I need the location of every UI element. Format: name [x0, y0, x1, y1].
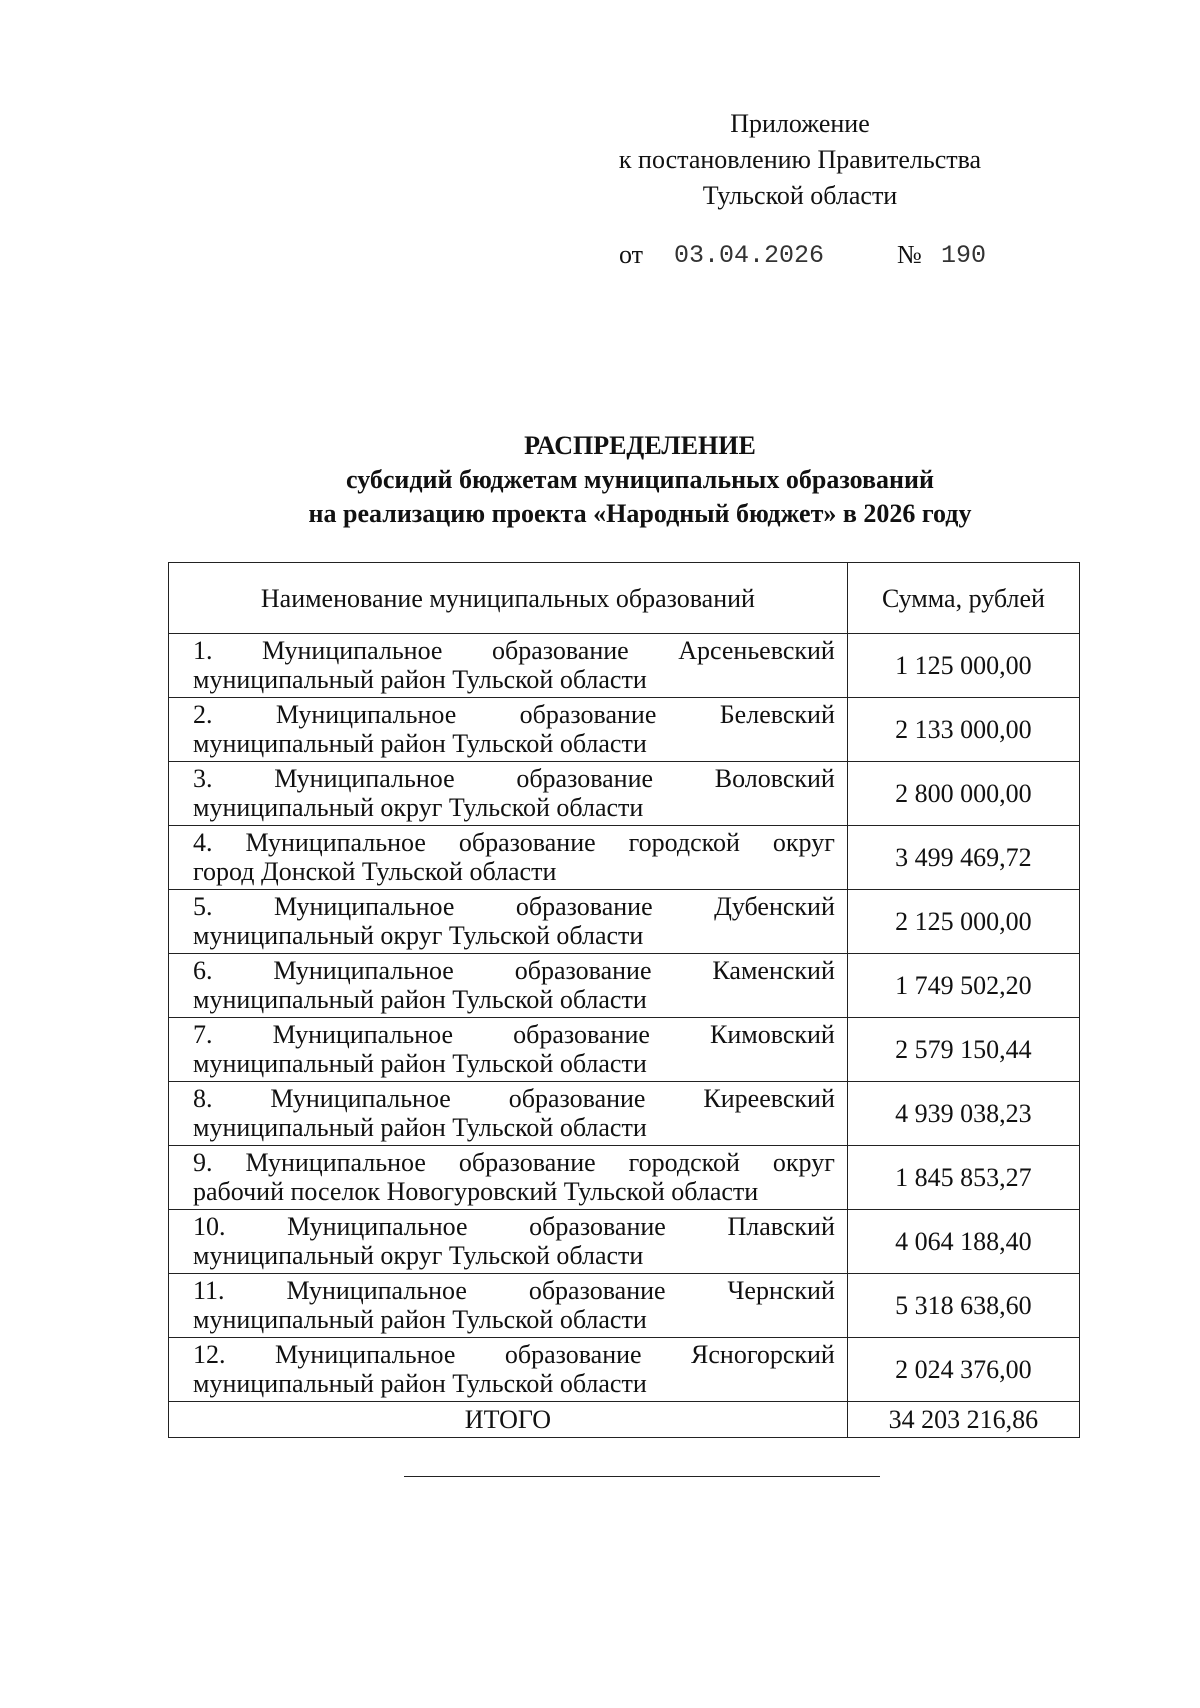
municipality-name-line-2: рабочий поселок Новогуровский Тульской области	[193, 1177, 759, 1206]
municipality-name	[169, 826, 848, 890]
municipality-name-line-1: 7. Муниципальное образование Кимовский	[193, 1020, 835, 1049]
municipality-name	[169, 1082, 848, 1146]
municipality-name	[169, 1018, 848, 1082]
column-header-name: Наименование муниципальных образований	[169, 563, 848, 634]
municipality-name	[169, 1338, 848, 1402]
total-row	[169, 1402, 1080, 1438]
title-line-3: на реализацию проекта «Народный бюджет» в 2026 году	[308, 499, 972, 528]
subsidy-amount: 2 800 000,00	[847, 762, 1079, 826]
subsidy-amount: 2 125 000,00	[847, 890, 1079, 954]
document-title	[170, 429, 1110, 531]
resolution-date: 03.04.2026	[674, 241, 825, 270]
municipality-name	[169, 954, 848, 1018]
closing-rule	[404, 1476, 880, 1477]
subsidy-amount: 1 749 502,20	[847, 954, 1079, 1018]
municipality-name-line-2: муниципальный район Тульской области	[193, 1049, 647, 1078]
total-amount: 34 203 216,86	[847, 1402, 1079, 1438]
number-sign: №	[897, 240, 922, 269]
table-row	[169, 762, 1080, 826]
title-line-2: субсидий бюджетам муниципальных образований	[346, 465, 934, 494]
appendix-resolution-ref: к постановлению Правительства	[618, 145, 982, 174]
subsidy-amount: 1 125 000,00	[847, 634, 1079, 698]
municipality-name-line-2: муниципальный район Тульской области	[193, 985, 647, 1014]
table-row	[169, 1018, 1080, 1082]
subsidy-amount: 1 845 853,27	[847, 1146, 1079, 1210]
municipality-name-line-1: 2. Муниципальное образование Белевский	[193, 700, 835, 729]
municipality-name-line-1: 10. Муниципальное образование Плавский	[193, 1212, 835, 1241]
distribution-table	[168, 562, 1080, 1438]
resolution-number: 190	[941, 241, 987, 270]
municipality-name-line-1: 9. Муниципальное образование городской округ	[193, 1148, 835, 1177]
subsidy-amount: 3 499 469,72	[847, 826, 1079, 890]
municipality-name-line-2: муниципальный район Тульской области	[193, 1369, 647, 1398]
subsidy-amount: 5 318 638,60	[847, 1274, 1079, 1338]
table-header-row	[169, 563, 1080, 634]
municipality-name-line-1: 5. Муниципальное образование Дубенский	[193, 892, 835, 921]
table-row	[169, 1338, 1080, 1402]
municipality-name-line-1: 1. Муниципальное образование Арсеньевский	[193, 636, 835, 665]
municipality-name-line-1: 4. Муниципальное образование городской округ	[193, 828, 835, 857]
subsidy-amount: 4 064 188,40	[847, 1210, 1079, 1274]
municipality-name	[169, 698, 848, 762]
municipality-name-line-2: муниципальный район Тульской области	[193, 1113, 647, 1142]
table-row	[169, 1146, 1080, 1210]
table-row	[169, 634, 1080, 698]
municipality-name-line-2: муниципальный округ Тульской области	[193, 921, 644, 950]
municipality-name-line-1: 6. Муниципальное образование Каменский	[193, 956, 835, 985]
subsidy-amount: 2 024 376,00	[847, 1338, 1079, 1402]
from-label: от	[619, 240, 644, 269]
municipality-name	[169, 1210, 848, 1274]
municipality-name-line-1: 11. Муниципальное образование Чернский	[193, 1276, 835, 1305]
column-header-amount: Сумма, рублей	[847, 563, 1079, 634]
municipality-name-line-1: 8. Муниципальное образование Киреевский	[193, 1084, 835, 1113]
municipality-name-line-1: 3. Муниципальное образование Воловский	[193, 764, 835, 793]
municipality-name	[169, 634, 848, 698]
appendix-label: Приложение	[730, 109, 870, 138]
municipality-name	[169, 1274, 848, 1338]
municipality-name-line-1: 12. Муниципальное образование Ясногорский	[193, 1340, 835, 1369]
table-row	[169, 1274, 1080, 1338]
municipality-name-line-2: муниципальный район Тульской области	[193, 729, 647, 758]
municipality-name-line-2: город Донской Тульской области	[193, 857, 557, 886]
subsidy-amount: 4 939 038,23	[847, 1082, 1079, 1146]
municipality-name	[169, 1146, 848, 1210]
table-row	[169, 890, 1080, 954]
table-row	[169, 698, 1080, 762]
subsidy-amount: 2 579 150,44	[847, 1018, 1079, 1082]
municipality-name	[169, 890, 848, 954]
municipality-name-line-2: муниципальный район Тульской области	[193, 1305, 647, 1334]
table-body	[169, 634, 1080, 1402]
title-line-1: РАСПРЕДЕЛЕНИЕ	[524, 431, 756, 460]
municipality-name	[169, 762, 848, 826]
table-row	[169, 826, 1080, 890]
municipality-name-line-2: муниципальный округ Тульской области	[193, 1241, 644, 1270]
appendix-header	[580, 106, 1020, 214]
municipality-name-line-2: муниципальный район Тульской области	[193, 665, 647, 694]
table-row	[169, 954, 1080, 1018]
total-label: ИТОГО	[169, 1402, 848, 1438]
appendix-region: Тульской области	[702, 181, 898, 210]
table-row	[169, 1082, 1080, 1146]
subsidy-amount: 2 133 000,00	[847, 698, 1079, 762]
table-row	[169, 1210, 1080, 1274]
municipality-name-line-2: муниципальный округ Тульской области	[193, 793, 644, 822]
